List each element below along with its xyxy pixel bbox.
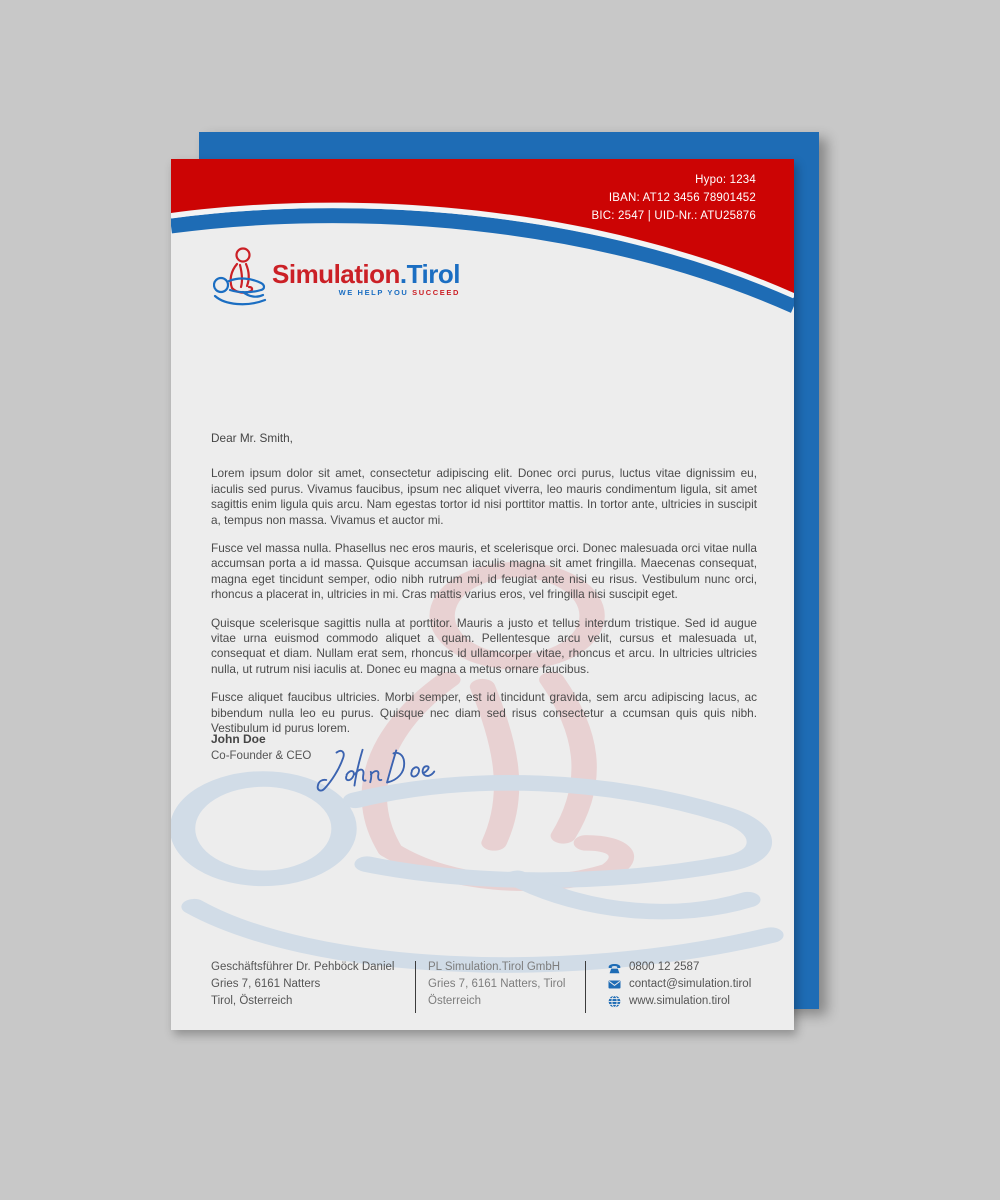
footer-divider-1 bbox=[415, 961, 416, 1013]
logo-wordmark-primary: Simulation bbox=[272, 259, 400, 289]
logo-wordmark bbox=[272, 261, 460, 287]
footer-website: www.simulation.tirol bbox=[629, 995, 730, 1007]
paragraph-3: Quisque scelerisque sagittis nulla at porttitor. Mauris a justo et tellus interdum tristique. Sed id augue vitae urna euismod commodo aliquet a quam. Pellentesque arcu velit, cursus et malesuada ut, consequat et diam. Nullam erat sem, rhoncus id ullamcorper vitae, rhoncus et arcu. In ultricies ultricies nulla, ut rutrum nisi iaculis at. Donec eu magna a metus ornare faucibus. bbox=[211, 615, 757, 676]
footer-company-country: Österreich bbox=[428, 995, 482, 1007]
letterhead-page bbox=[171, 159, 794, 1030]
cpr-rescuer-figure bbox=[231, 249, 252, 293]
footer-divider-2 bbox=[585, 961, 586, 1013]
bank-bic-uid: BIC: 2547 | UID-Nr.: ATU25876 bbox=[591, 210, 756, 222]
footer-company-street: Gries 7, 6161 Natters, Tirol bbox=[428, 978, 566, 990]
footer-phone-row bbox=[608, 959, 751, 976]
footer-email: contact@simulation.tirol bbox=[629, 978, 752, 990]
footer-company-name: PL Simulation.Tirol GmbH bbox=[428, 961, 561, 973]
bank-hypo: Hypo: 1234 bbox=[695, 174, 756, 186]
logo-cpr-icon bbox=[213, 247, 267, 309]
signature-block bbox=[211, 731, 311, 764]
signer-name: John Doe bbox=[211, 732, 266, 746]
phone-icon bbox=[608, 961, 621, 974]
footer-website-row bbox=[608, 993, 751, 1010]
logo-tagline-secondary: SUCCEED bbox=[412, 288, 460, 297]
footer-email-row bbox=[608, 976, 751, 993]
logo-text bbox=[272, 261, 460, 297]
logo-tagline-primary: WE HELP YOU bbox=[338, 288, 413, 297]
footer-phone: 0800 12 2587 bbox=[629, 961, 700, 973]
footer-street-line: Gries 7, 6161 Natters bbox=[211, 978, 321, 990]
company-logo bbox=[213, 247, 460, 309]
handwritten-signature bbox=[310, 743, 437, 795]
footer-director-line: Geschäftsführer Dr. Pehböck Daniel bbox=[211, 961, 395, 973]
signer-title: Co-Founder & CEO bbox=[211, 750, 312, 762]
paragraph-4: Fusce aliquet faucibus ultricies. Morbi semper, est id tincidunt gravida, sem arcu adipiscing lacus, ac bibendum nulla leo eu purus. Quisque nec diam sed risus consectetur a ccumsan quis quis nibh. Vestibulum id purus lorem. bbox=[211, 690, 757, 736]
footer-contact bbox=[608, 959, 751, 1010]
footer-company-address bbox=[428, 959, 565, 1010]
mail-icon bbox=[608, 978, 621, 991]
bank-iban: IBAN: AT12 3456 78901452 bbox=[608, 192, 756, 204]
logo-tagline bbox=[272, 288, 460, 297]
globe-icon bbox=[608, 995, 621, 1008]
paragraph-2: Fusce vel massa nulla. Phasellus nec eros mauris, et scelerisque orci. Donec malesuada orci vitae nulla accumsan porta a id massa. Quisque accumsan iaculis magna sit amet fringilla. Maecenas consequat, magna eget tincidunt semper, odio nibh rutrum mi, id feugiat ante nisi eu risus. Vestibulum nunc orci, rhoncus a placerat in, ultricies in mi. Cras mattis varius eros, vel fringilla nisi suscipit eget. bbox=[211, 541, 757, 602]
footer bbox=[171, 959, 794, 1019]
bank-details bbox=[591, 171, 756, 225]
cpr-patient-figure bbox=[214, 278, 265, 304]
logo-wordmark-secondary: .Tirol bbox=[399, 259, 460, 289]
footer-director-address bbox=[211, 959, 394, 1010]
salutation: Dear Mr. Smith, bbox=[211, 431, 293, 445]
letter-body bbox=[211, 431, 757, 750]
paragraph-1: Lorem ipsum dolor sit amet, consectetur adipiscing elit. Donec orci purus, luctus vitae dignissim eu, iaculis sed purus. Vivamus faucibus, ipsum nec aliquet viverra, leo mauris condimentum ligula, sit amet sagittis enim ligula quis arcu. Nam egestas tortor id nisi porttitor mattis. In tortor ante, ultricies in suscipit a, tempus non massa. Vivamus et auctor mi. bbox=[211, 466, 757, 527]
footer-region-line: Tirol, Österreich bbox=[211, 995, 293, 1007]
